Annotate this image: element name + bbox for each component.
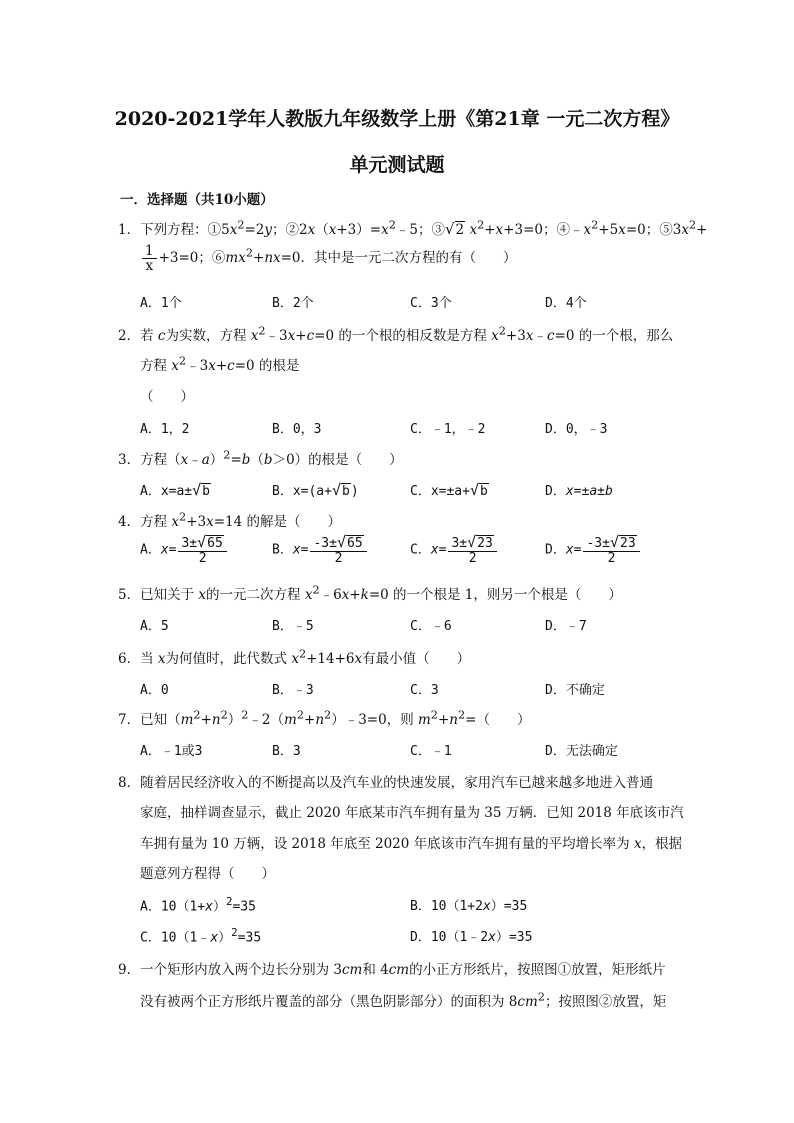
question-8-option-b[interactable]: B．10（1+2x）=35 xyxy=(410,899,528,914)
question-1-option-c[interactable]: C．3个 xyxy=(410,296,452,311)
question-1-option-d[interactable]: D．4个 xyxy=(545,296,587,311)
question-8-line3: 车拥有量为 10 万辆，设 2018 年底至 2020 年底该市汽车拥有量的平均增长率为 x，根据 xyxy=(140,836,683,852)
question-8-line1: 8．随着居民经济收入的不断提高以及汽车业的快速发展，家用汽车已越来越多地进入普通 xyxy=(118,775,654,791)
question-7-stem: 7．已知$(m^2+n^2)^2﹣2(m^2+n^2)﹣3=0$，则 $m^2+n^2=$（ ） xyxy=(118,708,531,728)
question-6-option-a[interactable]: A．0 xyxy=(140,683,169,698)
question-4-stem: 4．方程 $x^2+3x=14$ 的解是（ ） xyxy=(118,510,341,530)
question-5-option-b[interactable]: B．﹣5 xyxy=(272,619,314,634)
question-8-line4: 题意列方程得（ ） xyxy=(140,866,275,882)
question-5-option-d[interactable]: D．﹣7 xyxy=(545,619,587,634)
question-5-option-a[interactable]: A．5 xyxy=(140,619,169,634)
question-4-option-a[interactable]: A．x= $\frac{3\pm√65}{2}$ xyxy=(140,535,229,565)
question-2-line2: 方程 $x^2﹣3x+c=0$ 的根是 xyxy=(140,354,300,374)
question-2-line1: 2．若 c为实数，方程 $x^2﹣3x+c=0$ 的一个根的相反数是方程 $x^2+3x﹣c=0$ 的一个根，那么 xyxy=(118,324,674,344)
question-2-answer-paren: （ ） xyxy=(140,389,194,405)
question-3-option-d[interactable]: D．x=±a±b xyxy=(545,484,613,499)
question-6-option-c[interactable]: C．3 xyxy=(410,683,439,698)
question-4-option-b[interactable]: B．x= $\frac{-3\pm√65}{2}$ xyxy=(272,535,369,565)
question-8-option-d[interactable]: D．10（1﹣2x）=35 xyxy=(410,930,533,945)
question-4-option-d[interactable]: D．x= $\frac{-3\pm√23}{2}$ xyxy=(545,535,642,565)
question-2-option-c[interactable]: C．﹣1，﹣2 xyxy=(410,422,486,437)
question-3-stem: 3．方程（x﹣a）$^2$=b（b＞0）的根是（ ） xyxy=(118,448,403,468)
question-7-option-c[interactable]: C．﹣1 xyxy=(410,744,452,759)
question-7-option-d[interactable]: D．无法确定 xyxy=(545,744,618,759)
question-2-option-a[interactable]: A．1，2 xyxy=(140,422,190,437)
question-6-stem: 6．当 x为何值时，此代数式 $x^2+14+6x$有最小值（ ） xyxy=(118,647,471,667)
question-9-line2: 没有被两个正方形纸片覆盖的部分（黑色阴影部分）的面积为 $8cm^2$；按照图②放置，矩 xyxy=(140,990,667,1010)
question-7-option-a[interactable]: A．﹣1或3 xyxy=(140,744,203,759)
question-1-line1: 1．下列方程：$①5x^2=2y$；$②2x(x+3)=x^2﹣5$；③√2 $x^2+x+3=0$；$④﹣x^2+5x=0$；$⑤3x^2+$ xyxy=(118,218,708,238)
question-3-option-b[interactable]: B．x=(a+√b) xyxy=(272,481,359,499)
section-heading: 一．选择题（共10小题） xyxy=(120,192,274,208)
exam-title-line2: 单元测试题 xyxy=(349,154,445,176)
question-8-option-a[interactable]: A．$10(1+x)^2=35$ xyxy=(140,895,256,915)
question-2-option-b[interactable]: B．0，3 xyxy=(272,422,322,437)
question-1-option-b[interactable]: B．2个 xyxy=(272,296,314,311)
question-9-line1: 9．一个矩形内放入两个边长分别为 3cm和 4cm的小正方形纸片，按照图①放置，矩形纸片 xyxy=(118,962,666,978)
question-2-option-d[interactable]: D．0，﹣3 xyxy=(545,422,608,437)
question-1-option-a[interactable]: A．1个 xyxy=(140,296,182,311)
question-4-option-c[interactable]: C．x= $\frac{3\pm√23}{2}$ xyxy=(410,535,499,565)
question-8-option-c[interactable]: C．10（1﹣x）$^2$=35 xyxy=(140,926,262,946)
question-5-option-c[interactable]: C．﹣6 xyxy=(410,619,452,634)
question-7-option-b[interactable]: B．3 xyxy=(272,744,301,759)
question-3-option-a[interactable]: A．x=a±√b xyxy=(140,481,210,499)
question-5-stem: 5．已知关于 x的一元二次方程 $x^2﹣6x+k=0$ 的一个根是 1，则另一个根是（ ） xyxy=(118,583,622,603)
question-6-option-b[interactable]: B．﹣3 xyxy=(272,683,314,698)
question-3-option-c[interactable]: C．x=±a+√b xyxy=(410,481,488,499)
question-6-option-d[interactable]: D．不确定 xyxy=(545,683,605,698)
question-8-line2: 家庭，抽样调查显示，截止 2020 年底某市汽车拥有量为 35 万辆．已知 2018 年底该市汽 xyxy=(140,805,684,821)
question-1-line2: $\frac{1}{x}$ +3=0；$⑥mx^2+nx=0$．其中是一元二次方程的有（ ） xyxy=(140,244,517,273)
exam-title-line1: 2020-2021学年人教版九年级数学上册《第21章 一元二次方程》 xyxy=(114,108,680,130)
